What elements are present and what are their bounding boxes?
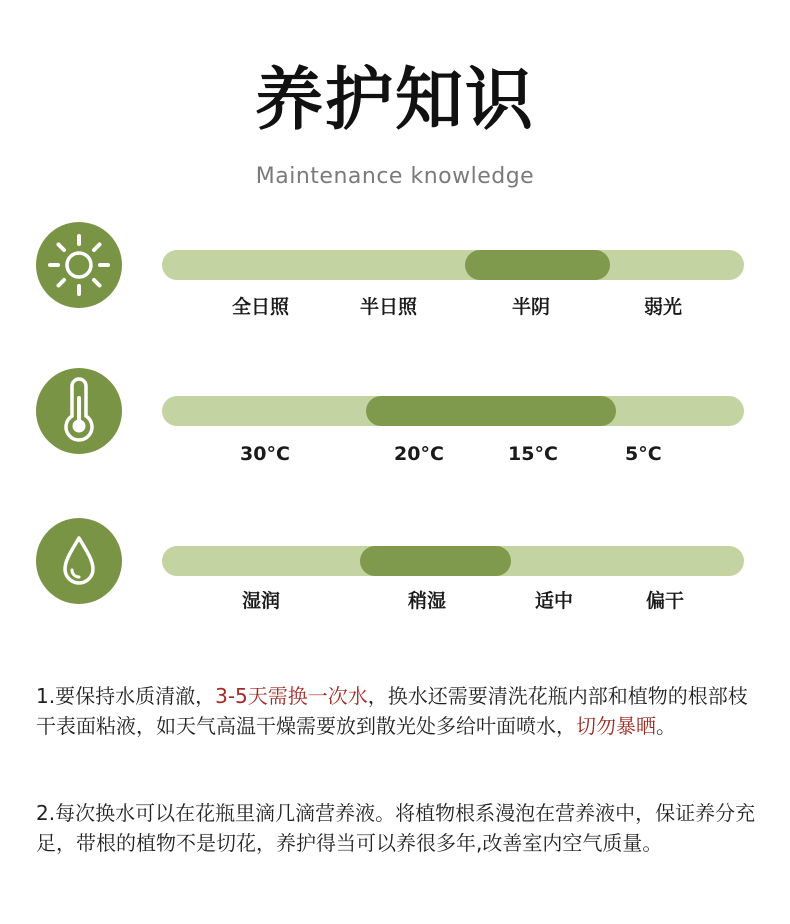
humidity-row <box>0 518 790 628</box>
light-label-full-sun: 全日照 <box>232 296 290 318</box>
page-subtitle: Maintenance knowledge <box>255 164 535 189</box>
tip-1-highlight-no-sun: 切勿暴晒 <box>576 714 656 738</box>
temperature-scale-bar <box>162 396 744 426</box>
temperature-label-15c: 15°C <box>508 443 558 465</box>
light-label-low-light: 弱光 <box>644 296 683 318</box>
care-tip-paragraph-1 <box>36 681 760 741</box>
humidity-scale-highlight <box>360 546 511 576</box>
tip-1-text-c: ，换水还需要清洗花瓶内部和植物的根部枝干表面粘液，如天气高温干燥需要放到散光处多给叶面喷水， <box>36 684 748 738</box>
thermometer-icon <box>36 368 122 454</box>
humidity-label-dry: 偏干 <box>646 590 685 612</box>
humidity-scale-bar <box>162 546 744 576</box>
temperature-scale-highlight <box>366 396 616 426</box>
temperature-label-20c: 20°C <box>394 443 444 465</box>
humidity-label-slightly-moist: 稍湿 <box>408 590 447 612</box>
light-row <box>0 222 790 332</box>
page-title: 养护知识 <box>254 61 535 140</box>
light-scale-highlight <box>465 250 611 280</box>
water-drop-icon <box>36 518 122 604</box>
sun-icon <box>36 222 122 308</box>
humidity-label-moderate: 适中 <box>535 590 574 612</box>
tip-1-text-a: 1.要保持水质清澈， <box>36 684 216 708</box>
light-scale-bar <box>162 250 744 280</box>
light-label-partial-shade: 半阴 <box>512 296 551 318</box>
humidity-label-moist: 湿润 <box>242 590 281 612</box>
care-tip-paragraph-2: 2.每次换水可以在花瓶里滴几滴营养液。将植物根系漫泡在营养液中，保证养分充足，带根的植物不是切花，养护得当可以养很多年,改善室内空气质量。 <box>36 801 756 855</box>
temperature-label-30c: 30°C <box>240 443 290 465</box>
light-label-partial-sun: 半日照 <box>360 296 418 318</box>
sun-icon-circle <box>36 222 122 308</box>
tip-1-highlight-water-change: 3-5天需换一次水 <box>215 684 368 708</box>
thermometer-icon-circle <box>36 368 122 454</box>
temperature-label-5c: 5°C <box>625 443 662 465</box>
water-drop-icon-circle <box>36 518 122 604</box>
temperature-row <box>0 368 790 478</box>
tip-1-text-e: 。 <box>656 714 676 738</box>
